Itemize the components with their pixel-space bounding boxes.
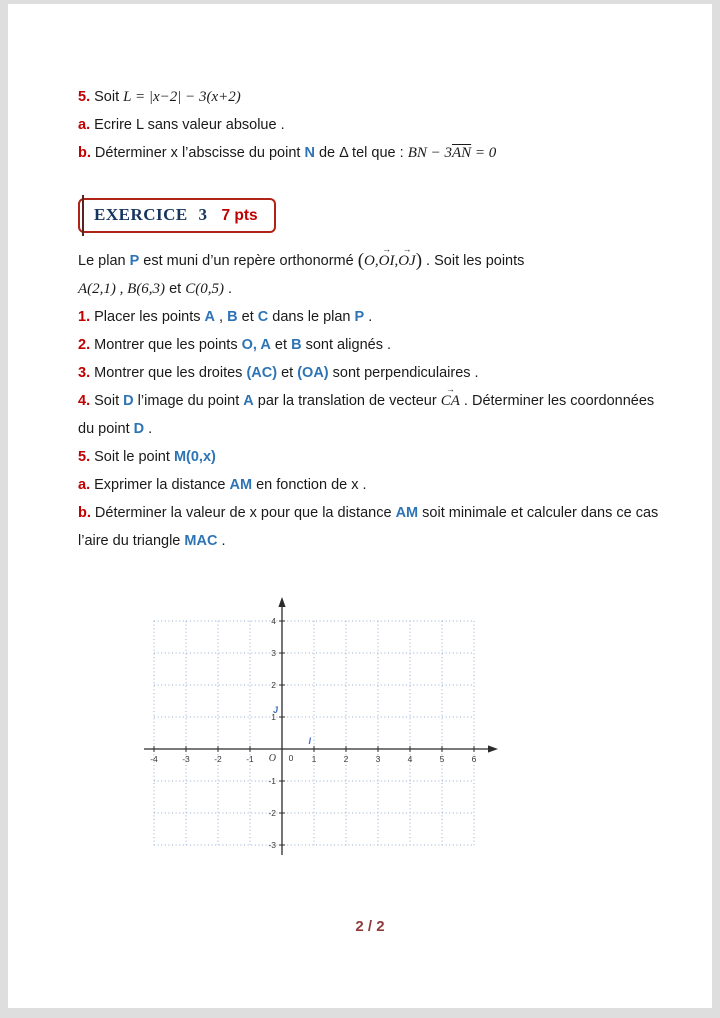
question-4-line1: 4. Soit D l’image du point A par la translation de vecteur CA → . Déterminer les coordonnées [78, 392, 662, 411]
item-5a: a. Ecrire L sans valeur absolue . [78, 117, 285, 133]
svg-text:0: 0 [288, 753, 294, 763]
item-5-statement: 5. Soit L = |x−2| − 3(x+2) [78, 89, 241, 105]
question-5b-line2: l’aire du triangle MAC . [78, 533, 226, 549]
coordinate-plane [136, 595, 500, 861]
exercise-3-header [78, 198, 276, 233]
graph-figure [136, 595, 662, 866]
svg-text:2: 2 [343, 754, 349, 764]
exercise-3-given-points: A(2,1) , B(6,3) et C(0,5) . [78, 281, 233, 297]
svg-text:3: 3 [375, 754, 381, 764]
svg-text:5: 5 [439, 754, 445, 764]
svg-text:-1: -1 [246, 754, 254, 764]
exam-page [8, 4, 712, 1008]
page-number: 2 / 2 [355, 918, 385, 935]
exercise-3-intro: Le plan P est muni d’un repère orthonormé (O,OI →,OJ →) . Soit les points [78, 251, 662, 271]
svg-text:-4: -4 [150, 754, 158, 764]
svg-text:J: J [272, 705, 278, 715]
svg-text:3: 3 [271, 648, 276, 658]
svg-text:-2: -2 [268, 808, 276, 818]
svg-text:4: 4 [407, 754, 413, 764]
svg-text:O: O [268, 753, 276, 764]
svg-text:4: 4 [271, 616, 276, 626]
exercise-3-points: 7 pts [221, 207, 258, 224]
svg-text:-3: -3 [182, 754, 190, 764]
item-5b: b. Déterminer x l’abscisse du point N de Δ tel que : BN − $3\overline{AN} = 0$ [78, 145, 497, 161]
svg-text:-1: -1 [268, 776, 276, 786]
page-content [8, 4, 712, 935]
svg-text:6: 6 [471, 754, 477, 764]
question-2: 2. Montrer que les points O, A et B sont alignés . [78, 337, 392, 353]
question-4-line2: du point D . [78, 421, 153, 437]
svg-text:1: 1 [311, 754, 317, 764]
question-5: 5. Soit le point M(0,x) [78, 449, 216, 465]
question-5a: a. Exprimer la distance AM en fonction de x . [78, 477, 367, 493]
question-5b-line1: b. Déterminer la valeur de x pour que la distance AM soit minimale et calculer dans ce cas [78, 505, 659, 521]
svg-text:-3: -3 [268, 840, 276, 850]
svg-text:-2: -2 [214, 754, 222, 764]
svg-text:2: 2 [271, 680, 276, 690]
svg-text:I: I [308, 736, 311, 746]
exercise-3-title: EXERCICE 3 [94, 205, 208, 224]
question-1: 1. Placer les points A , B et C dans le plan P . [78, 309, 373, 325]
question-3: 3. Montrer que les droites (AC) et (OA) sont perpendiculaires . [78, 365, 479, 381]
svg-text:1: 1 [271, 712, 276, 722]
